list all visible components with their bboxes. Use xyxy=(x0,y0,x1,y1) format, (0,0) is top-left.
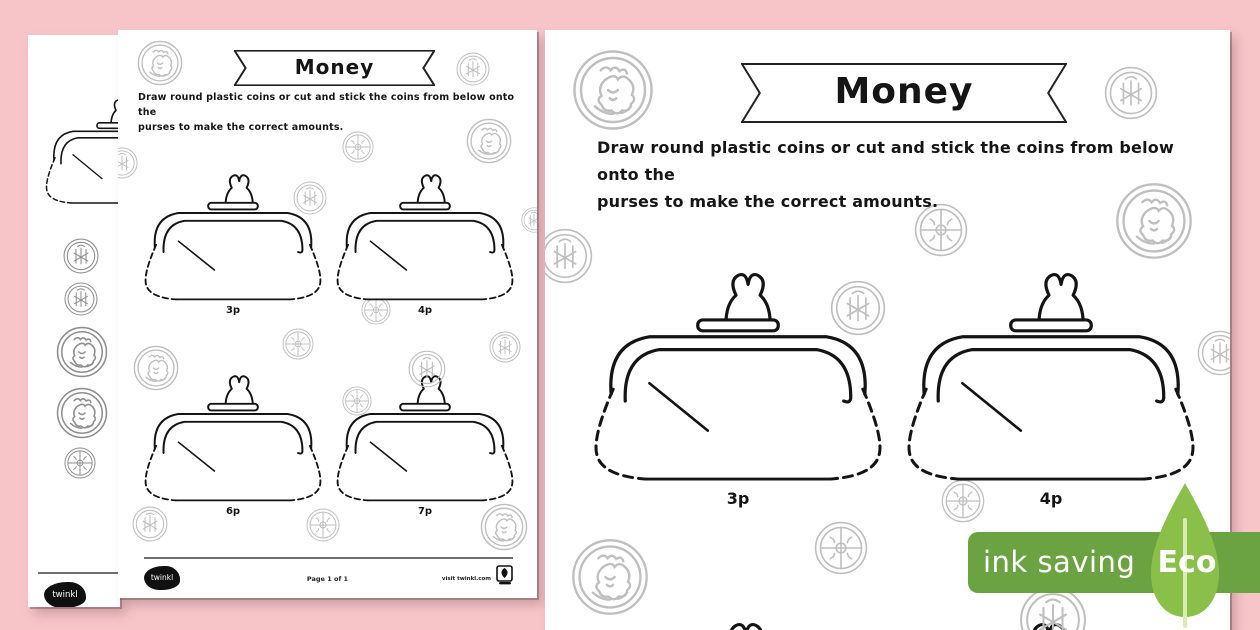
purse-slot xyxy=(587,233,889,508)
purse-amount-label: 4p xyxy=(1039,489,1063,508)
coin-icon xyxy=(545,228,593,284)
purse-slot xyxy=(332,351,518,517)
purse-amount-label: 7p xyxy=(417,506,433,517)
coin-icon xyxy=(521,207,537,233)
purse-amount-label: 3p xyxy=(225,305,241,316)
visit-logo-icon xyxy=(496,565,513,585)
coin-icon xyxy=(63,238,99,274)
page-number: Page 1 of 1 xyxy=(306,575,349,583)
coin-icon xyxy=(64,447,96,479)
title-banner xyxy=(234,50,435,86)
instruction-line: Draw round plastic coins or cut and stick the coins from below onto the xyxy=(597,138,1174,184)
purse-icon xyxy=(585,583,887,630)
title-banner xyxy=(741,63,1067,123)
page-title: Money xyxy=(294,55,375,79)
coin-icon xyxy=(118,147,138,179)
purse-amount-label: 6p xyxy=(225,506,241,517)
purse-icon xyxy=(42,79,120,206)
purse-amount-label: 4p xyxy=(417,305,433,316)
purse-slot xyxy=(140,150,326,316)
coin-icon xyxy=(814,521,868,575)
purse-slot xyxy=(332,150,518,316)
purse-icon xyxy=(140,351,326,504)
purse-amount-label: 3p xyxy=(726,489,750,508)
instruction-line: Draw round plastic coins or cut and stick the coins from below onto the xyxy=(138,92,515,118)
footer-divider xyxy=(144,557,513,559)
purse-icon xyxy=(332,150,518,303)
instructions xyxy=(597,134,1197,215)
purse-slot xyxy=(900,233,1202,508)
coin-icon xyxy=(456,52,490,86)
coin-icon xyxy=(137,40,183,86)
coin-icon xyxy=(1104,66,1158,120)
brand-label: twinkl xyxy=(52,590,78,600)
purse-slot xyxy=(140,351,326,517)
coin-icon xyxy=(64,282,98,316)
ink-saving-label: ink saving xyxy=(983,545,1136,579)
purse-icon xyxy=(332,351,518,504)
page-back xyxy=(28,35,120,607)
twinkl-logo xyxy=(44,582,86,607)
purse-icon xyxy=(900,233,1202,485)
purse-icon xyxy=(587,233,889,485)
coin-icon xyxy=(572,49,654,131)
brand-label: twinkl xyxy=(150,573,174,582)
page-title: Money xyxy=(834,71,974,112)
instructions xyxy=(138,90,524,135)
eco-label: Eco xyxy=(1157,545,1217,580)
footer-divider xyxy=(38,572,120,574)
purse-icon xyxy=(140,150,326,303)
purse-slot-partial xyxy=(585,583,887,630)
instruction-line: purses to make the correct amounts. xyxy=(597,192,939,211)
coin-icon xyxy=(56,387,108,439)
page-middle xyxy=(118,30,537,598)
instruction-line: purses to make the correct amounts. xyxy=(138,122,344,133)
visit-link-text: visit twinkl.com xyxy=(441,576,491,582)
coin-icon xyxy=(56,326,108,378)
